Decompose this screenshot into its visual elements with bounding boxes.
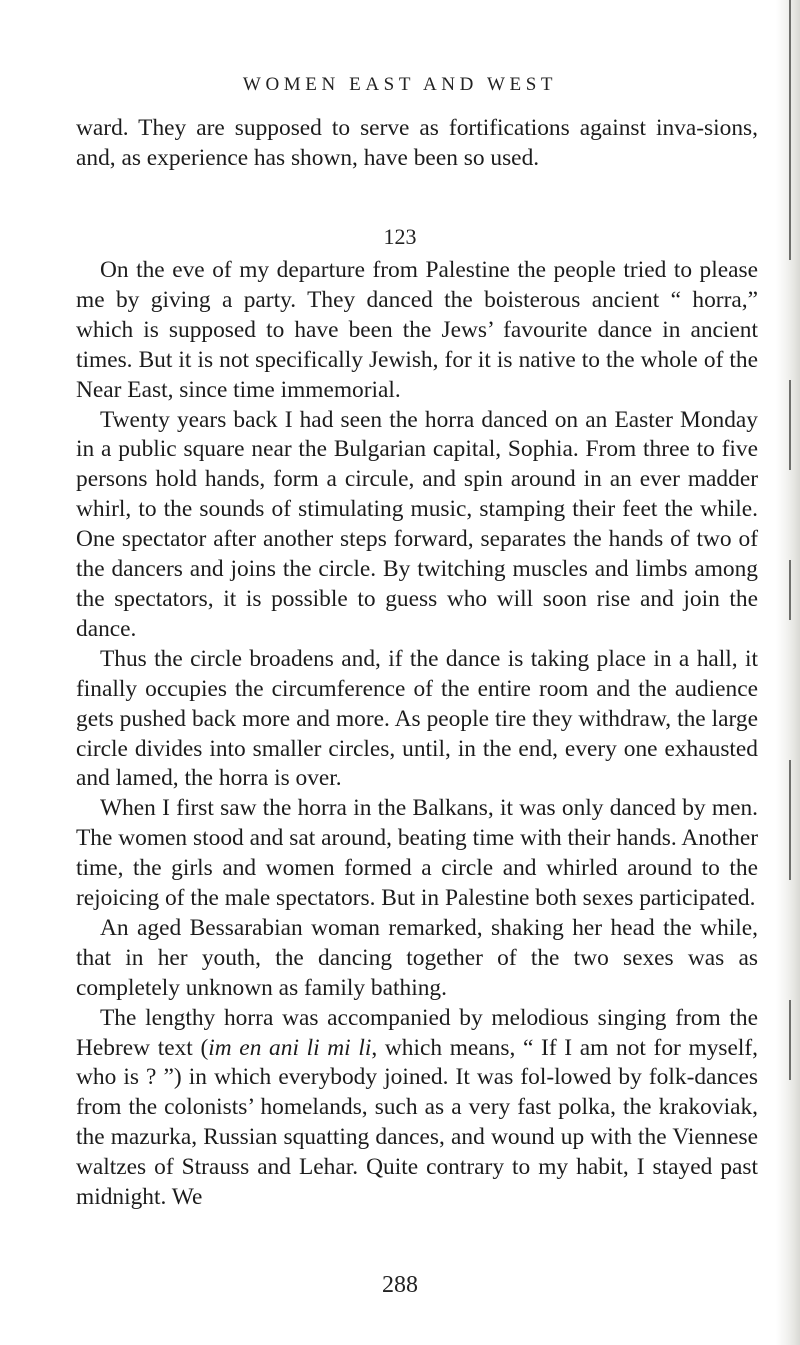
hebrew-phrase: im en ani li mi li: [208, 1034, 372, 1061]
paragraph: Thus the circle broadens and, if the dance is taking place in a hall, it finally occupies the circumference of the entire room and the audience gets pushed back more and more. As people tire they withdraw, the large circle divides into smaller circles, until, in the end, every one exhausted and lamed, the horra is over.: [76, 645, 758, 792]
main-text: [76, 256, 758, 1213]
paragraph: On the eve of my departure from Palestine the people tried to please me by giving a party. They danced the boisterous ancient “ horra,” which is supposed to have been the Jews’ favourite dance in ancient times. But it is not specifically Jewish, for it is native to the whole of the Near East, since time immemorial.: [76, 257, 758, 403]
paragraph: Twenty years back I had seen the horra danced on an Easter Monday in a public square near the Bulgarian capital, Sophia. From three to five persons hold hands, form a circule, and spin around in an ever madder whirl, to the sounds of stimulating music, stamping their feet the while. One spectator after another steps forward, separates the hands of two of the dancers and joins the circle. By twitching muscles and limbs among the spectators, it is possible to guess who will soon rise and join the dance.: [76, 406, 758, 642]
page-number: 288: [382, 1272, 418, 1298]
paragraph-text: , which means, “ If I am not for myself, who is ? ”) in which everybody joined. It was fol-lowed by folk-dances from the colonists’ homelands, such as a very fast polka, the krakoviak, the mazurka, Russian squatting dances, and wound up with the Viennese waltzes of Strauss and Lehar. Quite contrary to my habit, I stayed past midnight. We: [76, 1034, 759, 1211]
running-head: WOMEN EAST AND WEST: [242, 74, 558, 95]
paragraph: An aged Bessarabian woman remarked, shaking her head the while, that in her youth, the dancing together of the two sexes was as completely unknown as family bathing.: [76, 914, 758, 1001]
paragraph: When I first saw the horra in the Balkans, it was only danced by men. The women stood and sat around, beating time with their hands. Another time, the girls and women formed a circle and whirled around to the rejoicing of the male spectators. But in Palestine both sexes participated.: [76, 795, 758, 912]
continuation-paragraph: ward. They are supposed to serve as fortifications against inva-sions, and, as experience has shown, have been so used.: [76, 115, 758, 171]
section-number: 123: [383, 224, 417, 249]
continuation-text: [76, 114, 758, 174]
page-edge-shadow: [776, 0, 800, 1345]
paragraph-final: [76, 1004, 758, 1213]
paragraph-text: The lengthy horra was accompanied by melodious singing from the Hebrew text (: [76, 1004, 758, 1061]
